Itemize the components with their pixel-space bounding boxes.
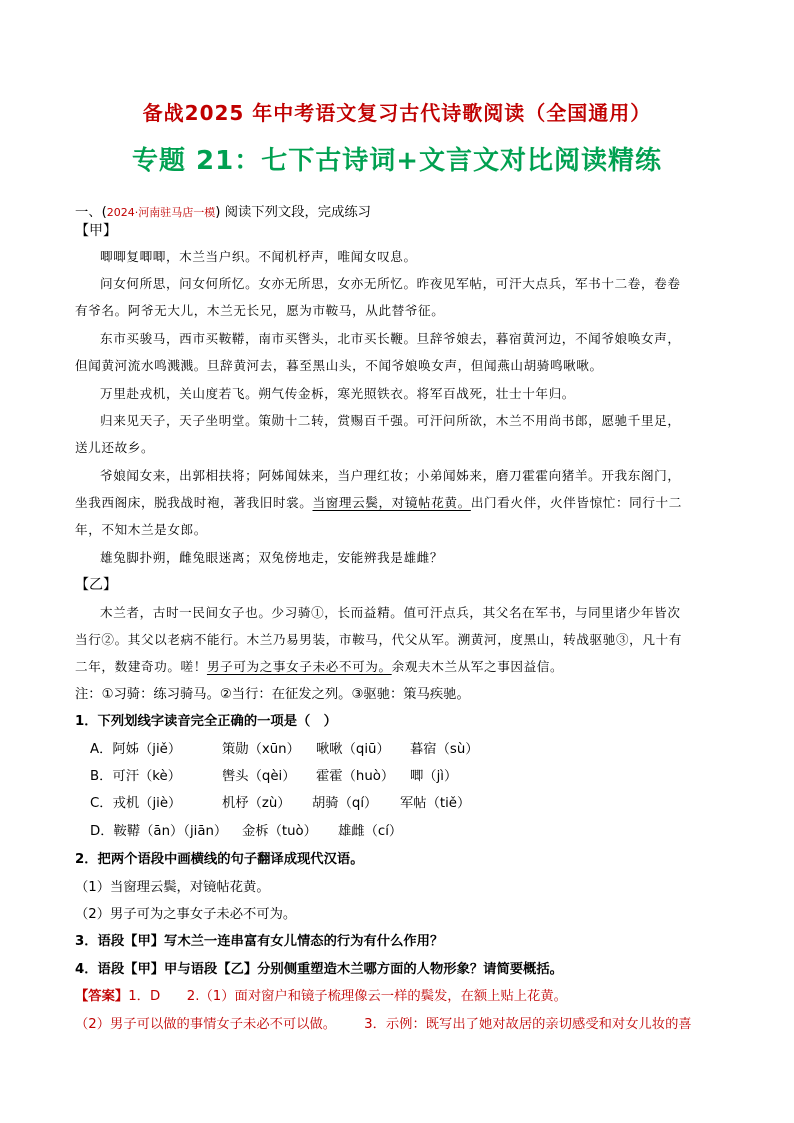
option-c-1: C．戎机（jiè）	[90, 796, 182, 811]
passage-jia-line: 雄兔脚扑朔，雌兔眼迷离；双兔傍地走，安能辨我是雄雌？	[100, 550, 444, 565]
question-1-stem: 1．下列划线字读音完全正确的一项是（ ）	[75, 714, 337, 729]
option-a-3: 啾啾（qiū）	[316, 742, 390, 757]
passage-jia-line: 东市买骏马，西市买鞍鞯，南市买辔头，北市买长鞭。旦辞爷娘去，暮宿黄河边，不闻爷娘唤女声，	[100, 331, 681, 346]
question-source: 2024·河南驻马店一模	[106, 206, 216, 219]
option-b-1: B．可汗（kè）	[90, 769, 182, 784]
option-a-4: 暮宿（sù）	[410, 742, 479, 757]
passage-jia-line: 爷娘闻女来，出郭相扶将；阿姊闻妹来，当户理红妆；小弟闻姊来，磨刀霍霍向猪羊。开我东阁门，	[100, 468, 681, 483]
passage-jia-line: 问女何所思，问女何所忆。女亦无所思，女亦无所忆。昨夜见军帖，可汗大点兵，军书十二卷，卷卷	[100, 276, 681, 291]
answer-label: 【答案】	[75, 989, 129, 1004]
option-a-1: A．阿姊（jiě）	[90, 742, 182, 757]
answer-line-2: （2）男子可以做的事情女子未必不可以做。 3．示例：既写出了她对故居的亲切感受和对女儿妆的喜	[75, 1017, 692, 1032]
passage-yi-line-with-underline: 二年，数建奇功。嗟！男子可为之事女子未必不可为。余观夫木兰从军之事因益信。	[75, 659, 564, 674]
option-a-2: 策勋（xūn）	[222, 742, 300, 757]
option-c-2: 机杼（zù）	[222, 796, 291, 811]
passage-jia-line: 送儿还故乡。	[75, 440, 155, 455]
option-d-2: 金柝（tuò）	[242, 824, 317, 839]
page-subtitle: 专题 21：七下古诗词+文言文对比阅读精练	[131, 146, 663, 176]
question-2-sub-1: （1）当窗理云鬓，对镜帖花黄。	[75, 880, 270, 895]
underlined-sentence-yi: 男子可为之事女子未必不可为。	[206, 659, 392, 674]
passage-yi-line: 当行②。其父以老病不能行。木兰乃易男装，市鞍马，代父从军。溯黄河，度黑山，转战驱驰③，凡十有	[75, 632, 682, 647]
option-d-1: D．鞍鞯（ān）（jiān）	[90, 824, 228, 839]
question-intro: 一、(2024·河南驻马店一模) 阅读下列文段，完成练习	[75, 205, 371, 220]
passage-jia-line: 年，不知木兰是女郎。	[75, 522, 207, 537]
question-3-stem: 3．语段【甲】写木兰一连串富有女儿情态的行为有什么作用？	[75, 934, 444, 949]
passage-jia-line: 归来见天子，天子坐明堂。策勋十二转，赏赐百千强。可汗问所欲，木兰不用尚书郎，愿驰千里足，	[100, 413, 681, 428]
passage-jia-line-with-underline: 坐我西阁床，脱我战时袍，著我旧时裳。当窗理云鬓，对镜帖花黄。出门看火伴，火伴皆惊忙：同行十二	[75, 495, 682, 510]
passage-jia-label: 【甲】	[75, 223, 117, 239]
option-b-3: 霍霍（huò）	[316, 769, 395, 784]
passage-yi-label: 【乙】	[75, 577, 117, 593]
answer-line-1: 【答案】1．D 2.（1）面对窗户和镜子梳理像云一样的鬓发，在额上贴上花黄。	[75, 989, 567, 1004]
option-c-4: 军帖（tiě）	[400, 796, 471, 811]
question-2-stem: 2．把两个语段中画横线的句子翻译成现代汉语。	[75, 852, 364, 867]
underlined-sentence-jia: 当窗理云鬓，对镜帖花黄。	[312, 495, 471, 510]
passage-jia-line: 万里赴戎机，关山度若飞。朔气传金柝，寒光照铁衣。将军百战死，壮士十年归。	[100, 386, 575, 401]
passage-jia-line: 唧唧复唧唧，木兰当户织。不闻机杼声，唯闻女叹息。	[100, 249, 417, 264]
page-title: 备战2025 年中考语文复习古代诗歌阅读（全国通用）	[142, 101, 652, 125]
option-c-3: 胡骑（qí）	[312, 796, 378, 811]
question-4-stem: 4．语段【甲】甲与语段【乙】分别侧重塑造木兰哪方面的人物形象？请简要概括。	[75, 962, 563, 977]
passage-jia-line: 但闻黄河流水鸣溅溅。旦辞黄河去，暮至黑山头，不闻爷娘唤女声，但闻燕山胡骑鸣啾啾。	[75, 358, 603, 373]
option-d-3: 雄雌（cí）	[338, 824, 403, 839]
question-2-sub-2: （2）男子可为之事女子未必不可为。	[75, 907, 297, 922]
notes: 注：①习骑：练习骑马。②当行：在征发之列。③驱驰：策马疾驰。	[75, 687, 470, 702]
option-b-2: 辔头（qèi）	[222, 769, 296, 784]
passage-yi-line: 木兰者，古时一民间女子也。少习骑①，长而益精。值可汗点兵，其父名在军书，与同里诸少年皆次	[100, 605, 681, 620]
option-b-4: 唧（jì）	[410, 769, 458, 784]
passage-jia-line: 有爷名。阿爷无大儿，木兰无长兄，愿为市鞍马，从此替爷征。	[75, 303, 445, 318]
